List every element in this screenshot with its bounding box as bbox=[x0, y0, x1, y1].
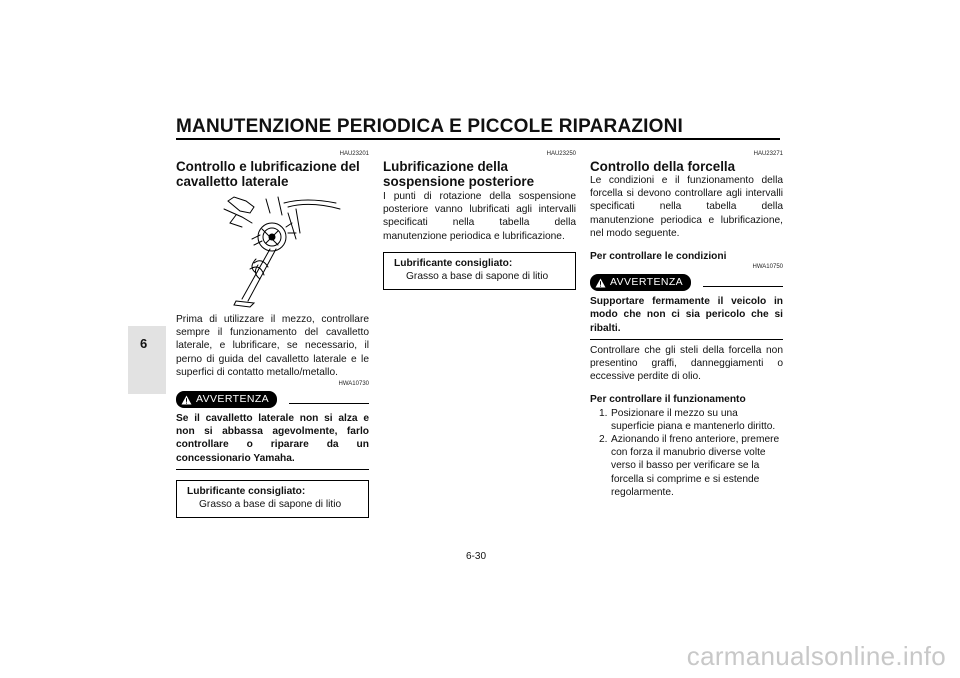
steps-list bbox=[590, 407, 783, 499]
lubricant-title: Lubrificante consigliato: bbox=[394, 257, 513, 269]
lubricant-box bbox=[383, 252, 576, 290]
lubricant-value: Grasso a base di sapone di litio bbox=[406, 270, 549, 282]
column-fork bbox=[590, 150, 783, 499]
subheading-conditions: Per controllare le condizioni bbox=[590, 251, 727, 263]
section-heading: Controllo e lubrificazione del cavalletto laterale bbox=[176, 159, 360, 189]
warning-badge bbox=[590, 274, 691, 291]
section-code: HAU23271 bbox=[753, 151, 783, 157]
page-title: MANUTENZIONE PERIODICA E PICCOLE RIPARAZIONI bbox=[176, 116, 684, 137]
warning-icon bbox=[595, 278, 606, 288]
section-code: HAU23250 bbox=[546, 151, 576, 157]
warning-badge bbox=[176, 391, 277, 408]
section-code: HAU23201 bbox=[339, 151, 369, 157]
column-rear-suspension bbox=[383, 150, 576, 290]
step-text: Posizionare il mezzo su una superficie piana e mantenerlo diritto. bbox=[611, 407, 776, 432]
watermark: carmanualsonline.info bbox=[686, 641, 946, 671]
warning-label: AVVERTENZA bbox=[610, 276, 684, 289]
step-number: 2. bbox=[599, 434, 608, 446]
lubricant-value: Grasso a base di sapone di litio bbox=[199, 498, 342, 510]
title-rule bbox=[176, 138, 780, 140]
warning-rule bbox=[703, 286, 783, 287]
column-sidestand bbox=[176, 150, 369, 518]
section-heading: Controllo della forcella bbox=[590, 159, 736, 174]
warning-text: Supportare fermamente il veicolo in modo che non ci sia pericolo che si ribalti. bbox=[590, 295, 783, 340]
step-text: Azionando il freno anteriore, premere con forza il manubrio diverse volte verso il basso per verificare se la forcella si comprime e si estende regolarmente. bbox=[611, 434, 780, 498]
subheading-function: Per controllare il funzionamento bbox=[590, 394, 746, 406]
warning-code: HWA10730 bbox=[338, 381, 369, 388]
condition-text: Controllare che gli steli della forcella non presentino graffi, danneggiamenti o eccessive perdite di olio. bbox=[590, 344, 783, 383]
list-item bbox=[590, 407, 783, 433]
page-number: 6-30 bbox=[466, 551, 487, 562]
section-intro: Le condizioni e il funzionamento della forcella si devono controllare agli intervalli specificati nella tabella della manutenzione periodica e lubrificazione, nel modo seguente. bbox=[590, 175, 783, 239]
warning-header bbox=[176, 391, 369, 408]
section-body: Prima di utilizzare il mezzo, controllare sempre il funzionamento del cavalletto laterale, e lubrificare, se necessario, il perno di guida del cavalletto laterale e le superfici di contatto metallo/metallo. bbox=[176, 314, 369, 378]
warning-text: Se il cavalletto laterale non si alza e non si abbassa agevolmente, farlo controllare o riparare da un concessionario Yamaha. bbox=[176, 412, 369, 470]
warning-label: AVVERTENZA bbox=[196, 392, 270, 405]
chapter-number: 6 bbox=[140, 336, 148, 351]
sidestand-illustration bbox=[196, 193, 346, 311]
section-heading: Lubrificazione della sospensione posteriore bbox=[383, 159, 535, 189]
warning-code: HWA10750 bbox=[752, 264, 783, 271]
list-item bbox=[590, 433, 783, 499]
warning-icon bbox=[181, 395, 192, 405]
section-body: I punti di rotazione della sospensione posteriore vanno lubrificati agli intervalli specificati nella tabella della manutenzione periodica e lubrificazione. bbox=[383, 191, 576, 242]
step-number: 1. bbox=[599, 407, 608, 419]
warning-header bbox=[590, 274, 783, 291]
lubricant-box bbox=[176, 480, 369, 518]
lubricant-title: Lubrificante consigliato: bbox=[187, 485, 306, 497]
warning-rule bbox=[289, 403, 369, 404]
